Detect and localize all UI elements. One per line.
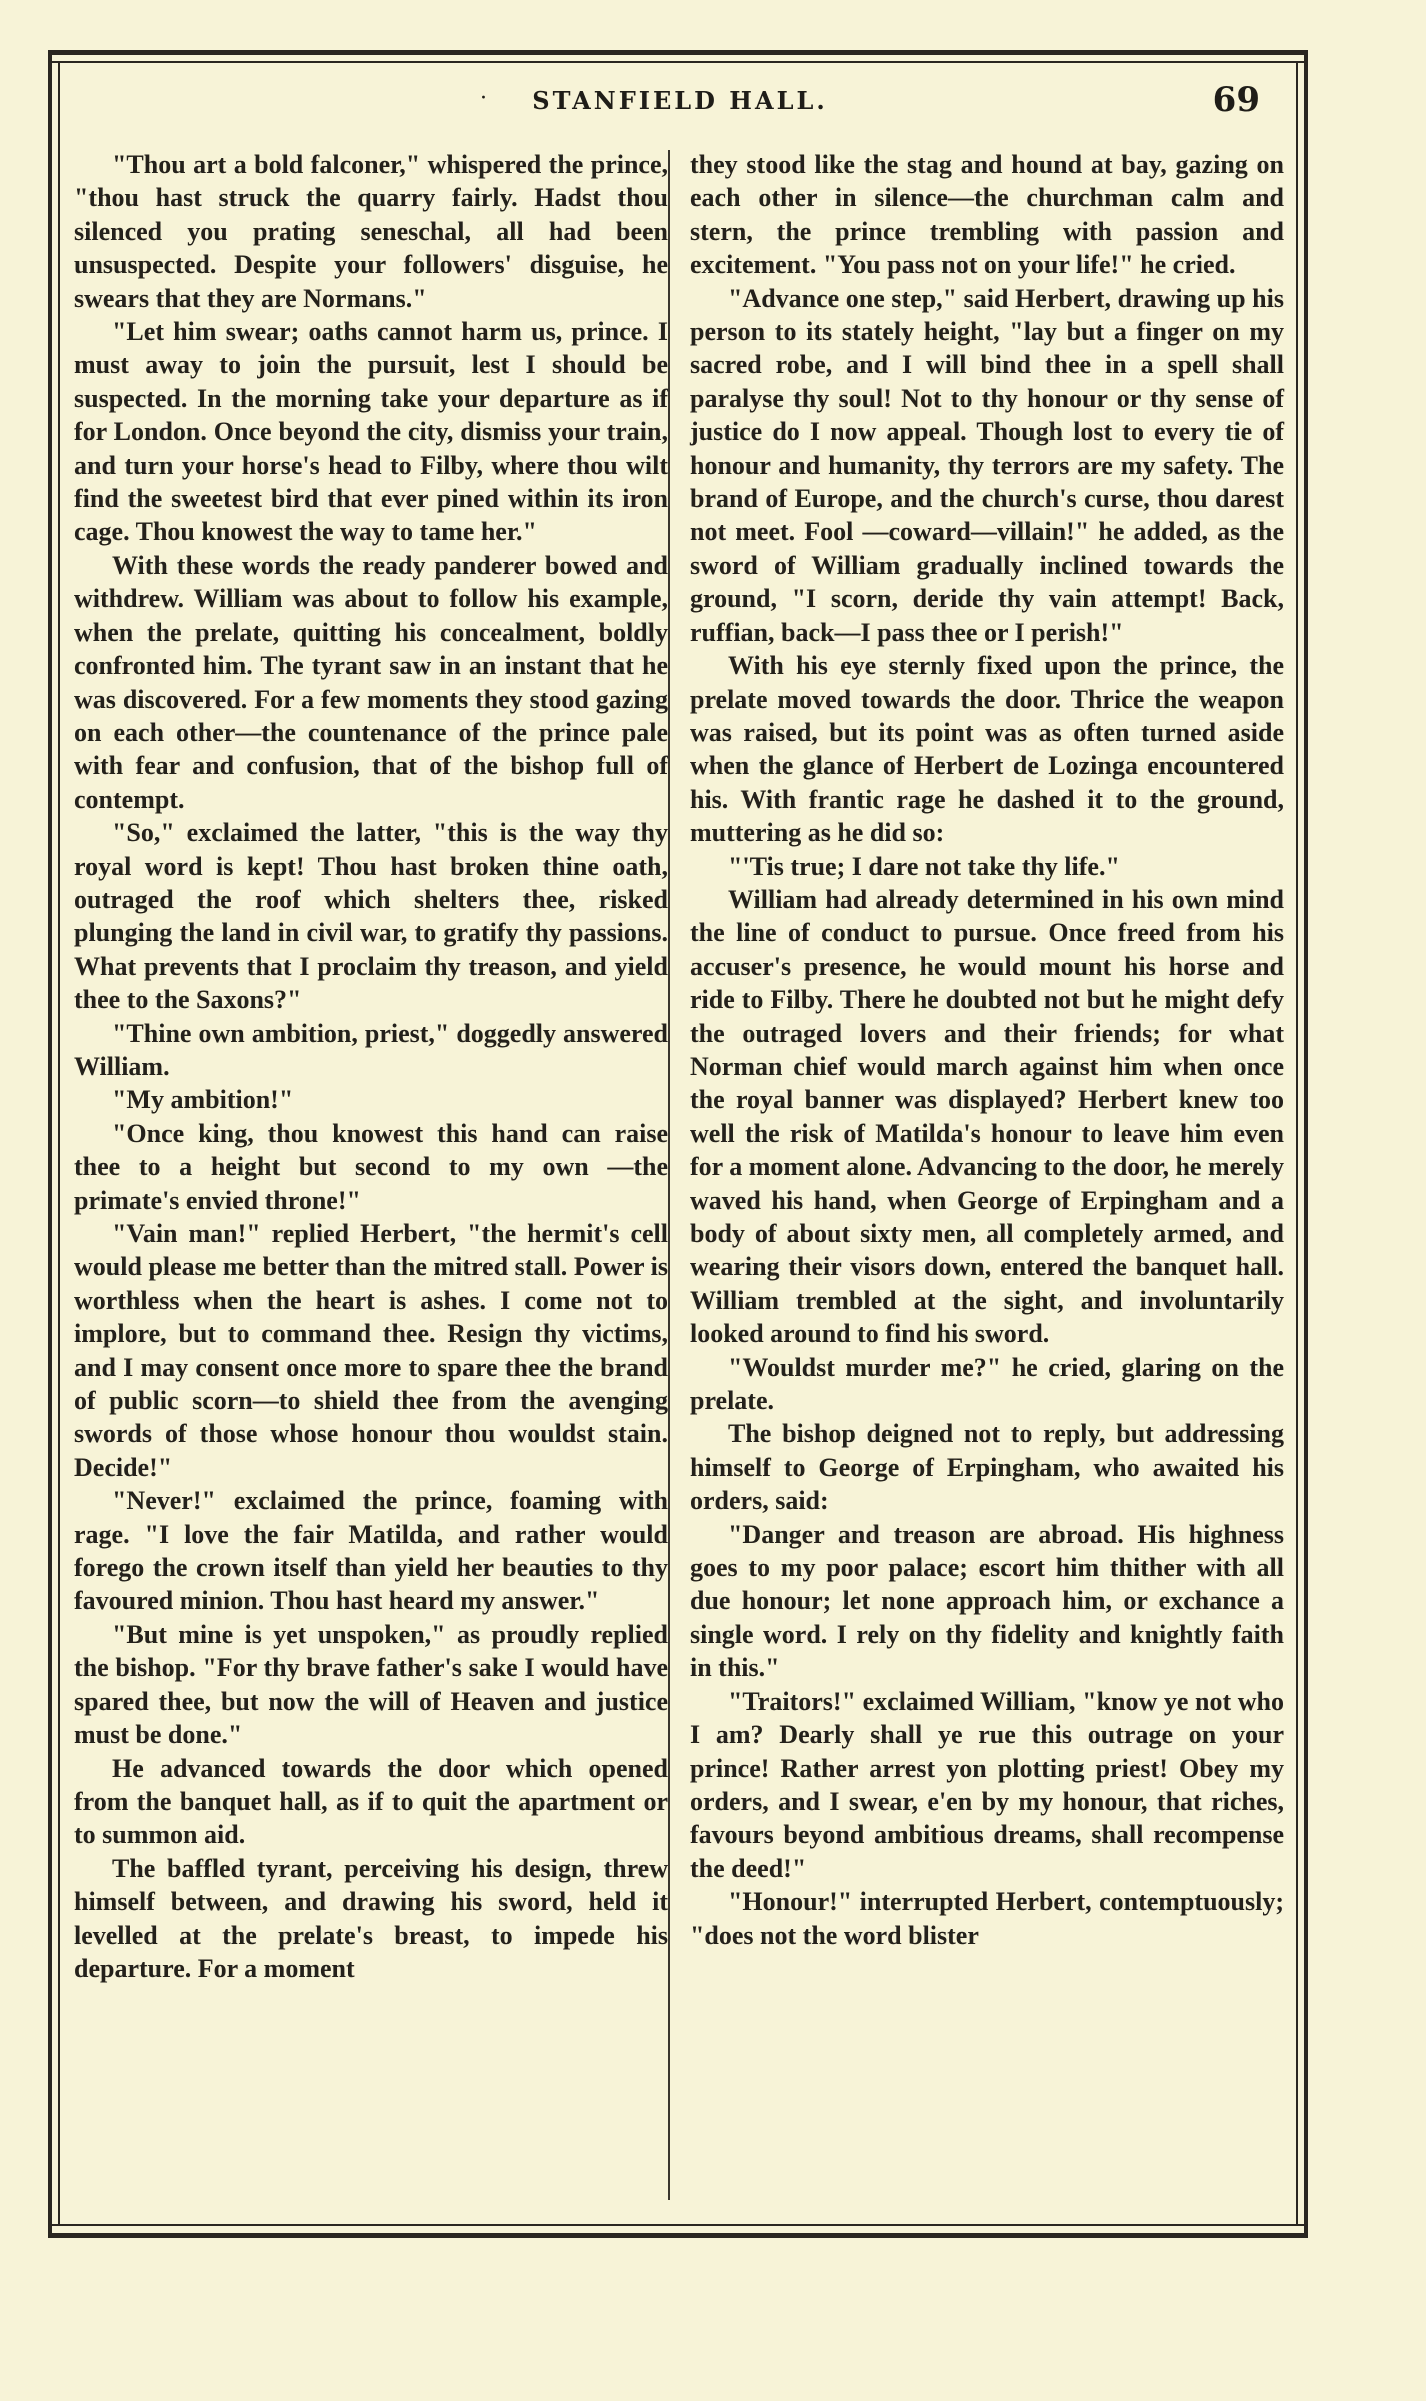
- paragraph: With these words the ready panderer bowed and withdrew. William was about to follow his example, when the prelate, quitting his concealment, boldly confronted him. The tyrant saw in an instant that he was discovered. For a few moments they stood gazing on each other—the countenance of the prince pale with fear and confusion, that of the bishop full of contempt.: [74, 550, 668, 814]
- paragraph: "Vain man!" replied Herbert, "the hermit's cell would please me better than the mitred stall. Power is worthless when the heart is ashes. I come not to implore, but to command thee. Resign thy victims, and I may consent once more to spare thee the brand of public scorn—to shield thee from the avenging swords of those whose honour thou wouldst stain. Decide!": [74, 1219, 668, 1482]
- paragraph: "Thine own ambition, priest," doggedly answered William.: [74, 1018, 668, 1081]
- paragraph-continued: they stood like the stag and hound at bay, gazing on each other in silence—the churchman calm and stern, the prince trembling with passion and excitement. "You pass not on your life!" he cried.: [690, 150, 1284, 280]
- paragraph: "Honour!" interrupted Herbert, contemptuously; "does not the word blister: [690, 1887, 1284, 1950]
- paragraph: "So," exclaimed the latter, "this is the way thy royal word is kept! Thou hast broken thine oath, outraged the roof which shelters thee, risked plunging the land in civil war, to gratify thy passions. What prevents that I proclaim thy treason, and yield thee to the Saxons?": [74, 818, 668, 1015]
- border-rule-bottom-inner: [48, 2224, 1308, 2226]
- left-column: [74, 148, 668, 1985]
- paragraph: William had already determined in his own mind the line of conduct to pursue. Once freed from his accuser's presence, he would mount his horse and ride to Filby. There he doubted not but he might defy the outraged lovers and their friends; for what Norman chief would march against him when once the royal banner was displayed? Herbert knew too well the risk of Matilda's honour to leave him even for a moment alone. Advancing to the door, he merely waved his hand, when George of Erpingham and a body of about sixty men, all completely armed, and wearing their visors down, entered the banquet hall. William trembled at the sight, and involuntarily looked around to find his sword.: [690, 884, 1284, 1349]
- paragraph: "Thou art a bold falconer," whispered the prince, "thou hast struck the quarry fairly. Hadst thou silenced you prating seneschal, all had been unsuspected. Despite your followers' disguise, he swears that they are Normans.": [74, 150, 668, 313]
- paragraph: "But mine is yet unspoken," as proudly replied the bishop. "For thy brave father's sake I would have spared thee, but now the will of Heaven and justice must be done.": [74, 1619, 668, 1750]
- page-number: 69: [1212, 80, 1260, 120]
- header-ornament-dot: ·: [480, 86, 487, 111]
- paragraph: "Wouldst murder me?" he cried, glaring on the prelate.: [690, 1352, 1284, 1416]
- border-rule-right-outer: [1304, 50, 1308, 2238]
- paragraph: "'Tis true; I dare not take thy life.": [728, 851, 1120, 881]
- paragraph: The baffled tyrant, perceiving his design, threw himself between, and drawing his sword, held it levelled at the prelate's breast, to impede his departure. For a moment: [74, 1853, 668, 1983]
- paragraph: The bishop deigned not to reply, but addressing himself to George of Erpingham, who awaited his orders, said:: [690, 1419, 1284, 1516]
- running-title: STANFIELD HALL.: [532, 86, 828, 115]
- paragraph: "Let him swear; oaths cannot harm us, prince. I must away to join the pursuit, lest I should be suspected. In the morning take your departure as if for London. Once beyond the city, dismiss your train, and turn your horse's head to Filby, where thou wilt find the sweetest bird that ever pined within its iron cage. Thou knowest the way to tame her.": [74, 317, 668, 547]
- paragraph: He advanced towards the door which opened from the banquet hall, as if to quit the apartment or to summon aid.: [74, 1753, 668, 1850]
- paragraph: "Advance one step," said Herbert, drawing up his person to its stately height, "lay but a finger on my sacred robe, and I will bind thee in a spell shall paralyse thy soul! Not to thy honour or thy sense of justice do I now appeal. Though lost to every tie of honour and humanity, thy terrors are my safety. The brand of Europe, and the church's curse, thou darest not meet. Fool —coward—villain!" he added, as the sword of William gradually inclined towards the ground, "I scorn, deride thy vain attempt! Back, ruffian, back—I pass thee or I perish!": [690, 283, 1284, 647]
- paragraph: With his eye sternly fixed upon the prince, the prelate moved towards the door. Thrice the weapon was raised, but its point was as often turned aside when the glance of Herbert de Lozinga encountered his. With frantic rage he dashed it to the ground, muttering as he did so:: [690, 651, 1284, 848]
- border-rule-right-inner: [1296, 61, 1298, 2226]
- border-rule-top-inner: [48, 61, 1308, 63]
- paragraph: "Traitors!" exclaimed William, "know ye not who I am? Dearly shall ye rue this outrage on your prince! Rather arrest yon plotting priest! Obey my orders, and I swear, e'en by my honour, that riches, favours beyond ambitious dreams, shall recompense the deed!": [690, 1686, 1284, 1883]
- paragraph: "Never!" exclaimed the prince, foaming with rage. "I love the fair Matilda, and rather would forego the crown itself than yield her beauties to thy favoured minion. Thou hast heard my answer.": [74, 1486, 668, 1616]
- border-rule-left-inner: [58, 61, 60, 2226]
- border-rule-top-outer: [48, 50, 1308, 55]
- border-rule-bottom-outer: [48, 2233, 1308, 2238]
- paragraph: "Once king, thou knowest this hand can raise thee to a height but second to my own —the primate's envied throne!": [74, 1118, 668, 1215]
- right-column: [690, 148, 1284, 1952]
- column-divider: [668, 150, 670, 2200]
- paragraph: "My ambition!": [112, 1085, 294, 1115]
- paragraph: "Danger and treason are abroad. His highness goes to my poor palace; escort him thither with all due honour; let none approach him, or exchance a single word. I rely on thy fidelity and knightly faith in this.": [690, 1519, 1284, 1683]
- border-rule-left-outer: [48, 50, 52, 2238]
